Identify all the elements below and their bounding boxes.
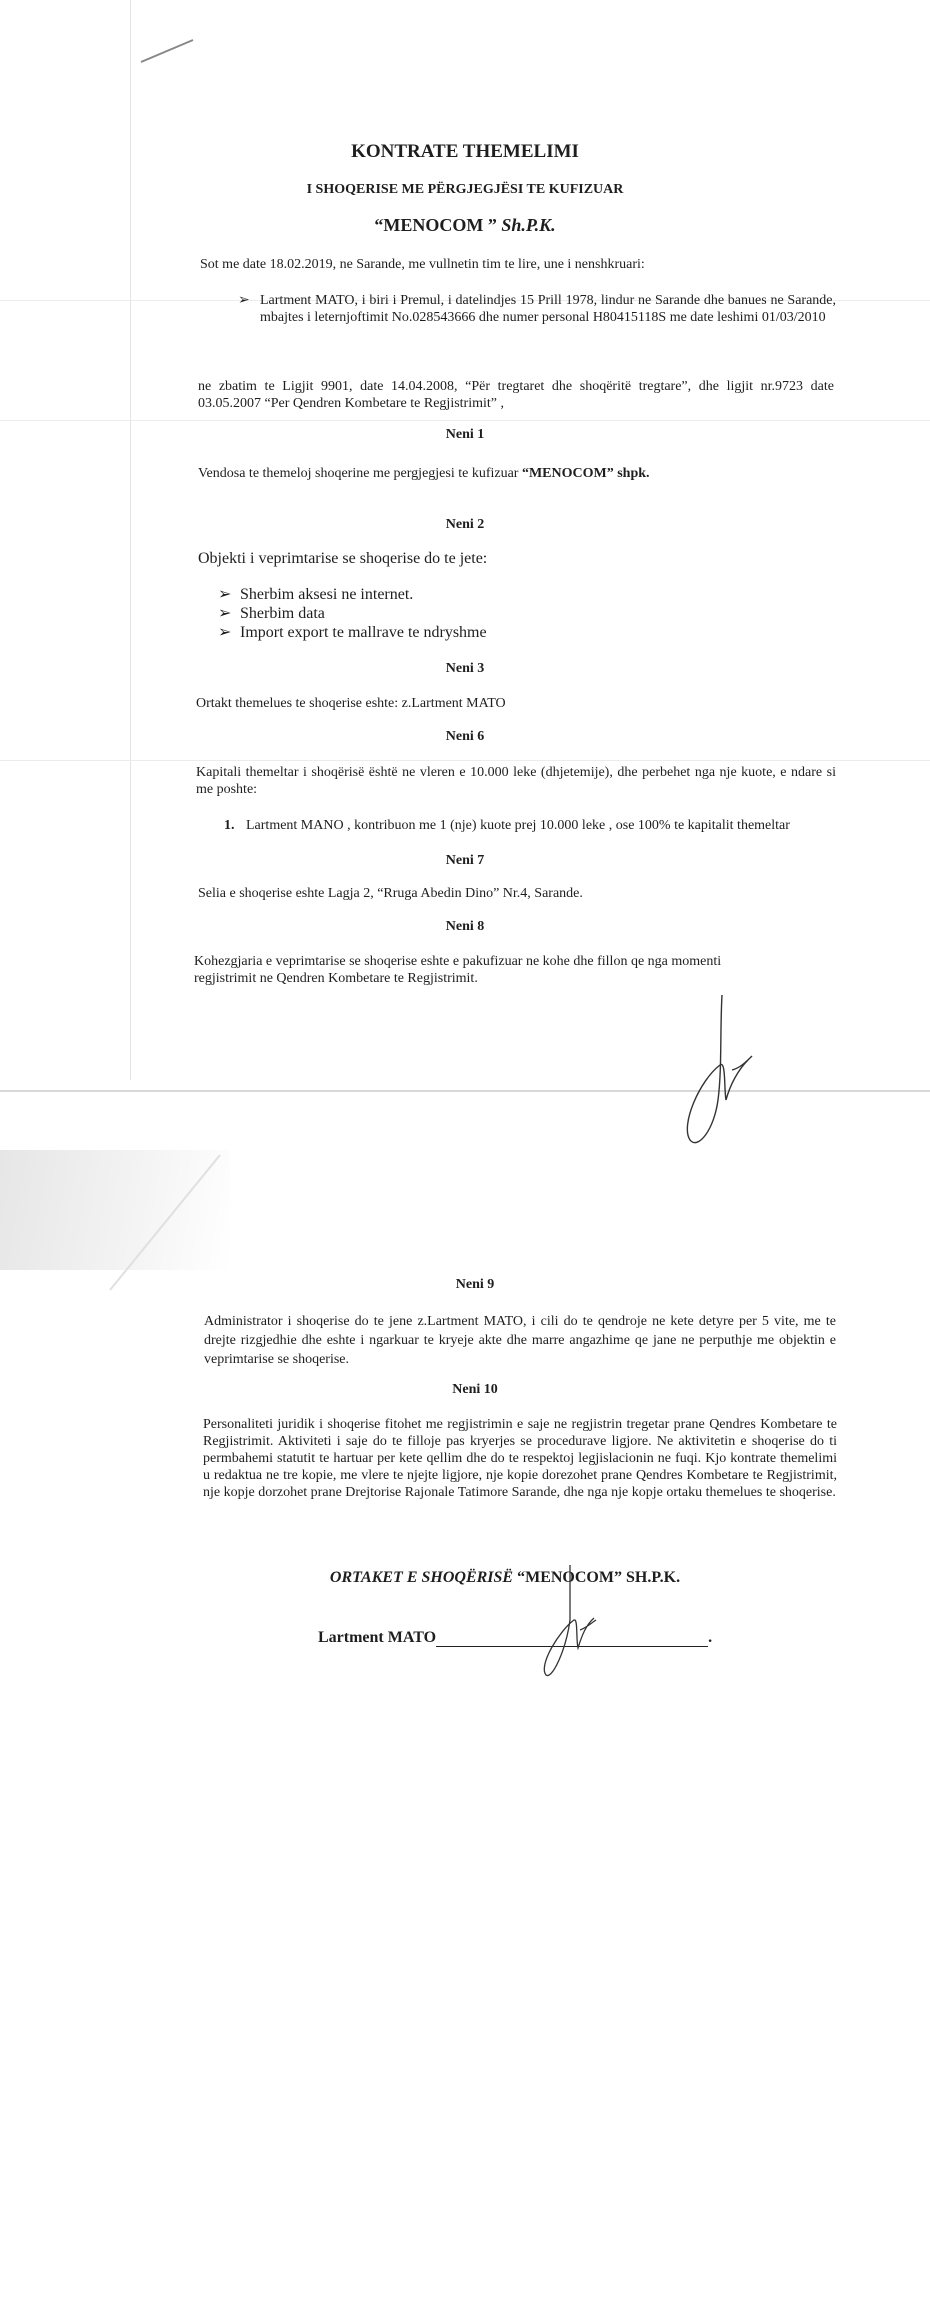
article-1-body: Vendosa te themeloj shoqerine me pergjegjesi te kufizuar (198, 466, 522, 481)
item-text: Lartment MANO , kontribuon me 1 (nje) kuote prej 10.000 leke , ose 100% te kapitalit themeltar (246, 818, 790, 833)
page-break-shadow (0, 1090, 930, 1092)
item-number: 1. (224, 818, 235, 833)
signatures-heading (40, 1569, 930, 1587)
legal-basis: ne zbatim te Ligjit 9901, date 14.04.2008, “Për tregtaret dhe shoqëritë tregtare”, dhe ligjit nr.9723 date 03.05.2007 “Per Qendren Kombetare te Regjistrimit” , (198, 379, 834, 411)
activity-list (218, 585, 487, 642)
list-item (218, 623, 487, 642)
list-item (218, 604, 487, 623)
intro-text: Sot me date 18.02.2019, ne Sarande, me vullnetin tim te lire, une i nenshkruari: (200, 257, 645, 272)
signature-line-end: . (708, 1629, 713, 1646)
list-item-text: Sherbim data (240, 605, 325, 622)
partners-label: ORTAKET E SHOQËRISË (329, 1569, 514, 1586)
list-item (218, 585, 487, 604)
arrow-bullet-icon: ➢ (218, 586, 232, 603)
article-1-text (198, 465, 838, 482)
article-heading: Neni 6 (445, 729, 485, 744)
article-2-text: Objekti i veprimtarise se shoqerise do te jete: (198, 550, 488, 567)
article-heading: Neni 2 (445, 517, 485, 532)
article-8-text: Kohezgjaria e veprimtarise se shoqerise eshte e pakufizuar ne kohe dhe fillon qe nga momenti regjistrimit ne Qendren Kombetare te Regjistrimit. (194, 954, 722, 986)
article-1-company: “MENOCOM” shpk. (521, 466, 650, 481)
list-item-text: Sherbim aksesi ne internet. (240, 586, 414, 603)
signer-name: Lartment MATO (318, 1629, 437, 1646)
signature-line (318, 1628, 712, 1647)
company-label: “MENOCOM” SH.P.K. (513, 1569, 681, 1586)
capital-item (224, 817, 844, 834)
document-subtitle: I SHOQERISE ME PËRGJEGJËSI TE KUFIZUAR (306, 182, 624, 197)
article-heading: Neni 9 (455, 1277, 495, 1292)
arrow-bullet-icon: ➢ (218, 624, 232, 641)
arrow-bullet-icon: ➢ (238, 293, 250, 308)
article-heading: Neni 1 (445, 427, 485, 442)
company-heading (0, 215, 930, 236)
document-title: KONTRATE THEMELIMI (351, 141, 579, 162)
article-heading: Neni 7 (445, 853, 485, 868)
arrow-bullet-icon: ➢ (218, 605, 232, 622)
article-6-text: Kapitali themeltar i shoqërisë është ne vleren e 10.000 leke (dhjetemije), dhe perbehet nga nje kuote, e ndare si me poshte: (196, 765, 836, 797)
article-heading: Neni 3 (445, 661, 485, 676)
company-suffix: Sh.P.K. (501, 215, 556, 235)
pen-mark-icon (138, 36, 198, 66)
article-3-text: Ortakt themelues te shoqerise eshte: z.Lartment MATO (196, 696, 506, 711)
signature-mark (530, 1560, 620, 1690)
list-item-text: Import export te mallrave te ndryshme (240, 624, 487, 641)
company-name: “MENOCOM ” (374, 215, 497, 235)
person-bullet (238, 292, 836, 326)
article-10-text: Personaliteti juridik i shoqerise fitohet me regjistrimin e saje ne regjistrin tregetar prane Qendres Kombetare te Regjistrimit. Aktiviteti i saje do te filloje pas kryerjes se procedurave ligjore. Ne aktivitetin e shoqerise do ti permbahemi statutit te hartuar per kete qellim dhe do te respektoj legjislacionin ne fuqi. Kjo kontrate themelimi u redaktua ne tre kopie, me vlere te njejte ligjore, nje kopie dorezohet prane Qendres Kombetare te Regjistrimit, nje kopje dorzohet prane Drejtorise Rajonale Tatimore Sarande, dhe nga nje kopje ortaku themelues te shoqerise. (203, 1417, 837, 1500)
article-9-text: Administrator i shoqerise do te jene z.Lartment MATO, i cili do te qendroje ne kete detyre per 5 vite, me te drejte rizgjedhie dhe eshte i ngarkuar te kryeje akte dhe marre angazhime qe jane ne perputhje me objektin e veprimtarise se shoqerise. (204, 1314, 836, 1367)
article-heading: Neni 8 (445, 919, 485, 934)
article-heading: Neni 10 (452, 1382, 498, 1397)
article-7-text: Selia e shoqerise eshte Lagja 2, “Rruga Abedin Dino” Nr.4, Sarande. (198, 886, 583, 901)
person-details: Lartment MATO, i biri i Premul, i datelindjes 15 Prill 1978, lindur ne Sarande dhe banues ne Sarande, mbajtes i leternjoftimit No.028543666 dhe numer personal H80415118S me date leshimi 01/03/2010 (260, 293, 836, 325)
signature-mark (660, 990, 780, 1160)
